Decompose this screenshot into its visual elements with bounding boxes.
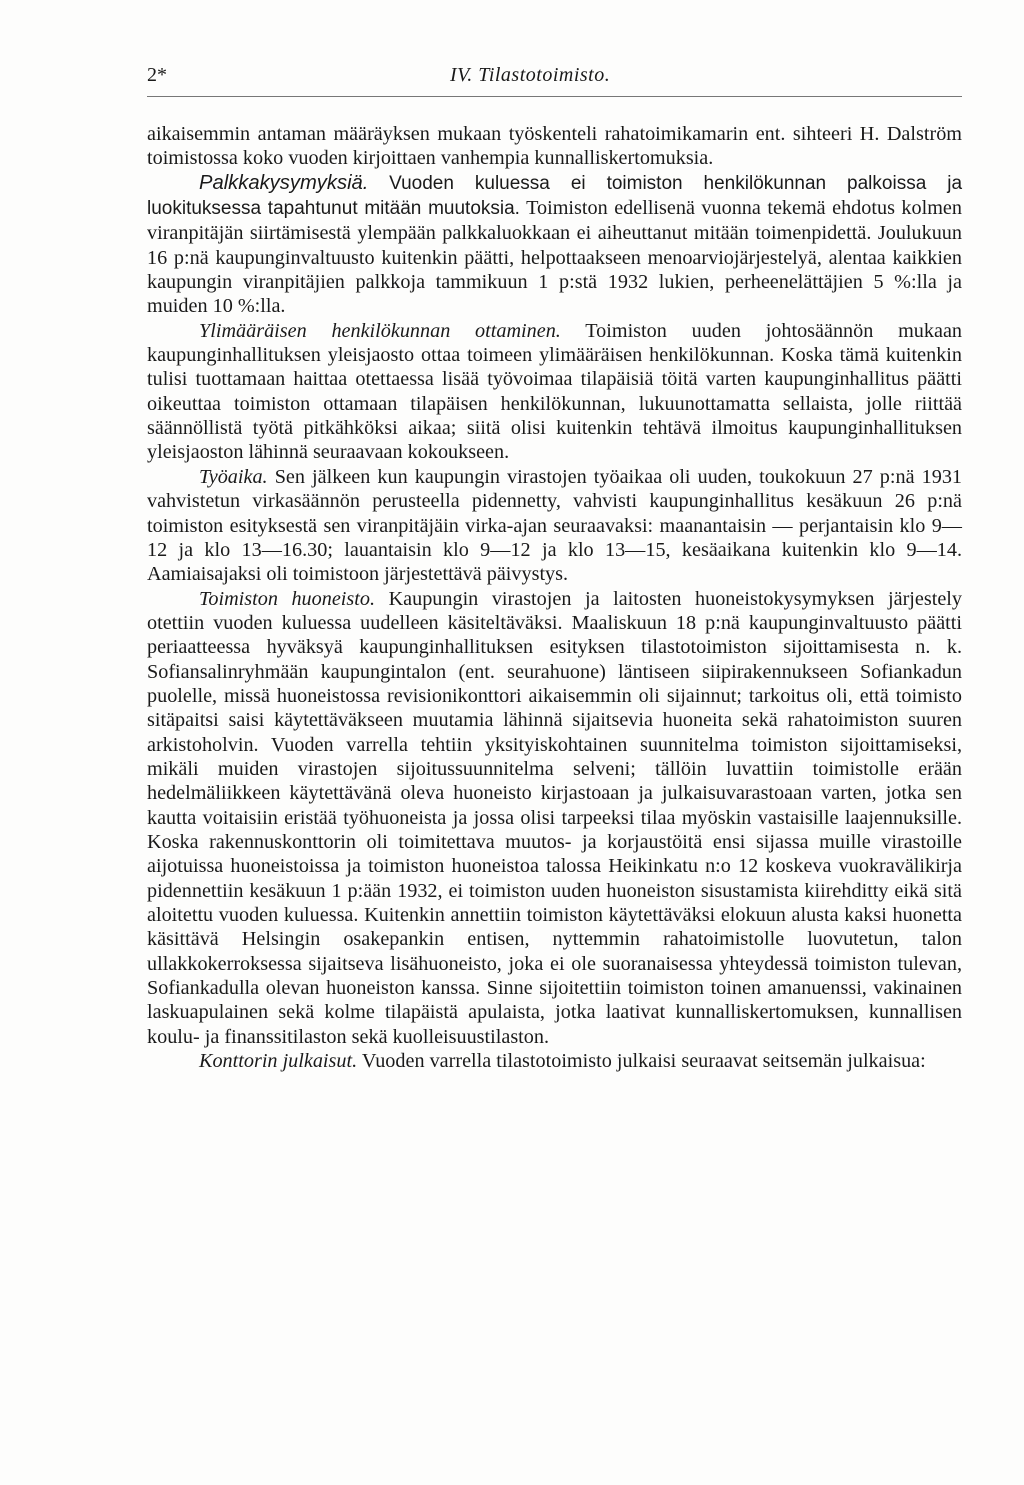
paragraph-text: Toimiston uuden johtosäännön mukaan kaupunginhallituksen yleisjaosto ottaa toimeen ylimääräisen henkilökunnan. Koska tämä kuitenkin tulisi tuottamaan haittaa otettaessa lisää työvoimaa tilapäisiä töitä varten kaupunginhallitus päätti oikeuttaa toimiston ottamaan tilapäisen henkilökunnan, lukuunottamatta sellaista, jolle riittää säännöllistä työtä pitkähköksi aikaa; siitä olisi kuitenkin tehtävä ilmoitus kaupunginhallituksen yleisjaoston lähinnä seuraavaan kokoukseen. — [147, 319, 962, 464]
paragraph-heading: Ylimääräisen henkilökunnan ottaminen. — [199, 319, 561, 342]
running-title: IV. Tilastotoimisto. — [450, 64, 611, 86]
paragraph-heading: Konttorin julkaisut. — [199, 1050, 358, 1073]
paragraph-heading: Toimiston huoneisto. — [199, 587, 376, 610]
paragraph-heading: Työaika. — [199, 465, 268, 488]
paragraph-heading: Palkkakysymyksiä. — [199, 171, 369, 194]
page-number: 2* — [147, 64, 167, 86]
paragraph-text: Sen jälkeen kun kaupungin virastojen työaikaa oli uuden, toukokuun 27 p:nä 1931 vahvistetun virkasäännön perusteella pidennetty, vahvisti kaupunginhallitus kesäkuun 26 p:nä toimiston esityksestä sen viranpitäjäin virka-ajan seuraavaksi: maanantaisin — perjantaisin klo 9—12 ja klo 13—16.30; lauantaisin klo 9—12 ja klo 13—15, kesäaikana kuitenkin klo 9—14. Aamiaisajaksi oli toimistoon järjestettävä päivystys. — [147, 465, 963, 586]
paragraph-toimiston-huoneisto — [147, 587, 962, 1050]
paragraph-text: aikaisemmin antaman määräyksen mukaan työskenteli rahatoimikamarin ent. sihteeri H. Dalström toimistossa koko vuoden kirjoittaen vanhempia kunnalliskertomuksia. — [147, 123, 962, 170]
paragraph-ylimaaraisen-henkilokunnan — [147, 319, 962, 465]
paragraph-text: Toimiston edellisenä vuonna tekemä ehdotus kolmen viranpitäjän siirtämisestä ylempään palkkaluokkaan ei aiheuttanut mitään toimenpidettä. Joulukuun 16 p:nä kaupunginvaltuusto kuitenkin päätti, helpottaakseen menoarviojärjestelyä, alentaa kaikkien kaupungin viranpitäjien palkkoja tammikuun 1 p:stä 1932 lukien, perheenelättäjien 5 %:lla ja muiden 10 %:lla. — [147, 197, 962, 318]
body-text — [147, 122, 962, 1073]
page-header — [147, 62, 962, 97]
paragraph-continuation — [147, 122, 962, 171]
paragraph-text: Kaupungin virastojen ja laitosten huoneistokysymyksen järjestely otettiin vuoden kuluessa uudelleen käsiteltäväksi. Maaliskuun 18 p:nä kaupunginvaltuusto päätti periaatteessa hyväksyä kaupunginhallituksen esityksen tilastotoimiston sijoittamisesta n. k. Sofiansalinryhmään kaupungintalon (ent. seurahuone) läntiseen siipirakennukseen Sofiankadun puolelle, missä huoneistossa revisionikonttori aikaisemmin oli sijainnut; tarkoitus oli, että toimisto sitäpaitsi saisi käytettäväkseen muutamia lähinnä sijaitsevia huoneita sekä rahatoimiston suuren arkistoholvin. Vuoden varrella tehtiin yksityiskohtainen suunnitelma toimiston sijoittamiseksi, mikäli muiden virastojen sijoitussuunnitelma selveni; tällöin luvattiin toimistolle erään hedelmäliikkeen käytettävänä oleva huoneisto kirjastoaan ja julkaisuvarastoaan varten, jotka sen kautta voitaisiin eristää työhuoneista ja jossa olisi tarpeeksi tilaa myöskin vastaisille laajennuksille. Koska rakennuskonttorin oli toimitettava muutos- ja korjaustöitä ensi sijassa muille virastoille aijotuissa huoneistoissa ja toimiston huoneistoa talossa Heikinkatu n:o 12 koskeva vuokravälikirja pidennettiin kesäkuun 1 p:ään 1932, ei toimiston uuden huoneiston sisustamista kiirehditty eikä sitä aloitettu vuoden kuluessa. Kuitenkin annettiin toimiston käytettäväksi elokuun alusta kaksi huonetta käsittävä Helsingin osakepankin entisen, nyttemmin rahatoimistolle luovutetun, talon ullakkokerroksessa sijaitseva lisähuoneisto, joka ei ole suoranaisessa yhteydessä toimiston tulevan, Sofiankadulla olevan huoneiston kanssa. Sinne sijoitettiin toimiston toinen amanuenssi, vakinainen laskuapulainen sekä kolme tilapäistä apulaista, jotka laativat kunnalliskertomuksen, kunnallisen koulu- ja finanssitilaston sekä kuolleisuustilaston. — [147, 587, 962, 1048]
paragraph-tyoaika — [147, 465, 962, 587]
paragraph-konttorin-julkaisut — [147, 1049, 962, 1073]
paragraph-text-sans: Vuoden kuluessa ei toimiston henkilökunnan palkoissa ja luokituksessa tapahtunut mitään muutoksia. — [147, 172, 963, 220]
paragraph-palkkakysymyksia — [147, 171, 962, 319]
paragraph-text: Vuoden varrella tilastotoimisto julkaisi seuraavat seitsemän julkaisua: — [361, 1050, 926, 1073]
